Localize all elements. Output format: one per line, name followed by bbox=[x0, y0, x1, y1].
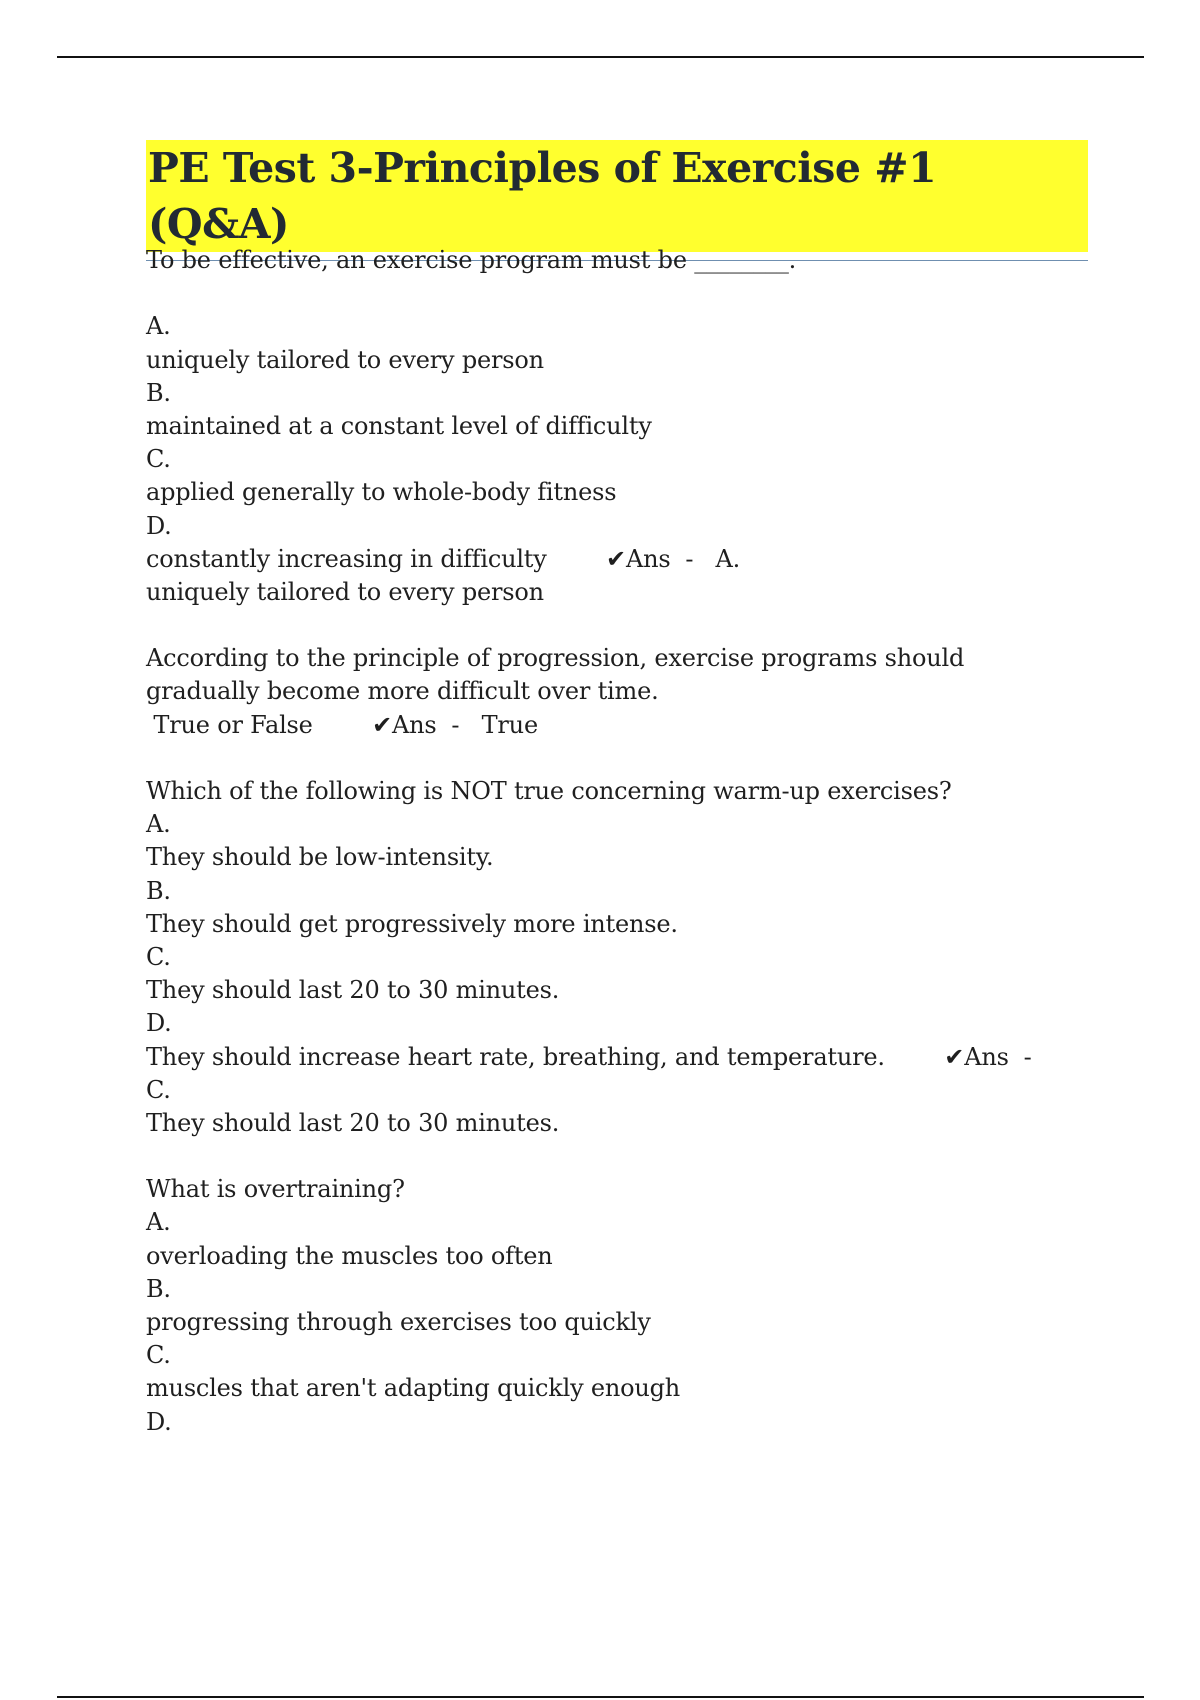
option-text: uniquely tailored to every person bbox=[146, 345, 544, 374]
option-letter: D. bbox=[146, 1009, 172, 1038]
spacer bbox=[146, 1140, 1106, 1173]
answer-label: Ans - A. bbox=[625, 544, 741, 573]
check-mark-icon: ✔ bbox=[606, 544, 626, 573]
answer-text: uniquely tailored to every person bbox=[146, 577, 544, 606]
spacer bbox=[146, 277, 1106, 310]
question-1 bbox=[146, 244, 1106, 609]
option-text: They should last 20 to 30 minutes. bbox=[146, 976, 560, 1005]
option-text: applied generally to whole-body fitness bbox=[146, 478, 617, 507]
document-body bbox=[146, 244, 1106, 1439]
option-letter: A. bbox=[146, 312, 171, 341]
answer-label: Ans - True bbox=[392, 710, 538, 739]
spacer bbox=[146, 742, 1106, 775]
option-with-answer bbox=[146, 1041, 1106, 1074]
question-prompt: According to the principle of progression, exercise programs should bbox=[146, 644, 965, 673]
spacer bbox=[146, 609, 1106, 642]
answer-label: Ans - bbox=[964, 1042, 1032, 1071]
question-prompt: Which of the following is NOT true concerning warm-up exercises? bbox=[146, 777, 952, 805]
question-with-answer bbox=[146, 709, 1106, 742]
answer-text: They should last 20 to 30 minutes. bbox=[146, 1108, 560, 1137]
option-letter: D. bbox=[146, 511, 172, 540]
option-letter: A. bbox=[146, 810, 171, 839]
title-block bbox=[146, 140, 1088, 261]
option-letter: C. bbox=[146, 942, 171, 971]
option-text: They should increase heart rate, breathing, and temperature. bbox=[146, 1042, 885, 1071]
option-text: overloading the muscles too often bbox=[146, 1241, 553, 1270]
option-letter: B. bbox=[146, 378, 171, 407]
check-mark-icon: ✔ bbox=[944, 1042, 965, 1071]
option-letter: D. bbox=[146, 1407, 172, 1436]
question-prompt: gradually become more difficult over time. bbox=[146, 677, 659, 706]
option-letter: A. bbox=[146, 1208, 171, 1237]
question-3 bbox=[146, 775, 1106, 1140]
option-with-answer bbox=[146, 543, 1106, 576]
answer-letter: C. bbox=[146, 1075, 171, 1104]
header-rule bbox=[57, 56, 1144, 58]
option-text: muscles that aren't adapting quickly enough bbox=[146, 1374, 681, 1403]
option-text: maintained at a constant level of difficulty bbox=[146, 411, 652, 440]
option-letter: B. bbox=[146, 1274, 171, 1303]
footer-rule bbox=[57, 1696, 1144, 1698]
option-text: progressing through exercises too quickly bbox=[146, 1308, 651, 1336]
page-title: PE Test 3-Principles of Exercise #1 (Q&A) bbox=[146, 140, 1088, 252]
option-text: They should be low-intensity. bbox=[146, 843, 494, 872]
question-prompt: To be effective, an exercise program must be ________. bbox=[146, 246, 797, 274]
option-letter: C. bbox=[146, 445, 171, 474]
check-mark-icon: ✔ bbox=[372, 710, 393, 739]
option-text: They should get progressively more intense. bbox=[146, 909, 678, 938]
question-4 bbox=[146, 1173, 1106, 1439]
question-prompt: True or False bbox=[146, 710, 313, 739]
option-letter: C. bbox=[146, 1341, 171, 1370]
option-text: constantly increasing in difficulty bbox=[146, 544, 547, 573]
question-prompt: What is overtraining? bbox=[146, 1175, 405, 1204]
option-letter: B. bbox=[146, 876, 171, 905]
question-2 bbox=[146, 642, 1106, 742]
